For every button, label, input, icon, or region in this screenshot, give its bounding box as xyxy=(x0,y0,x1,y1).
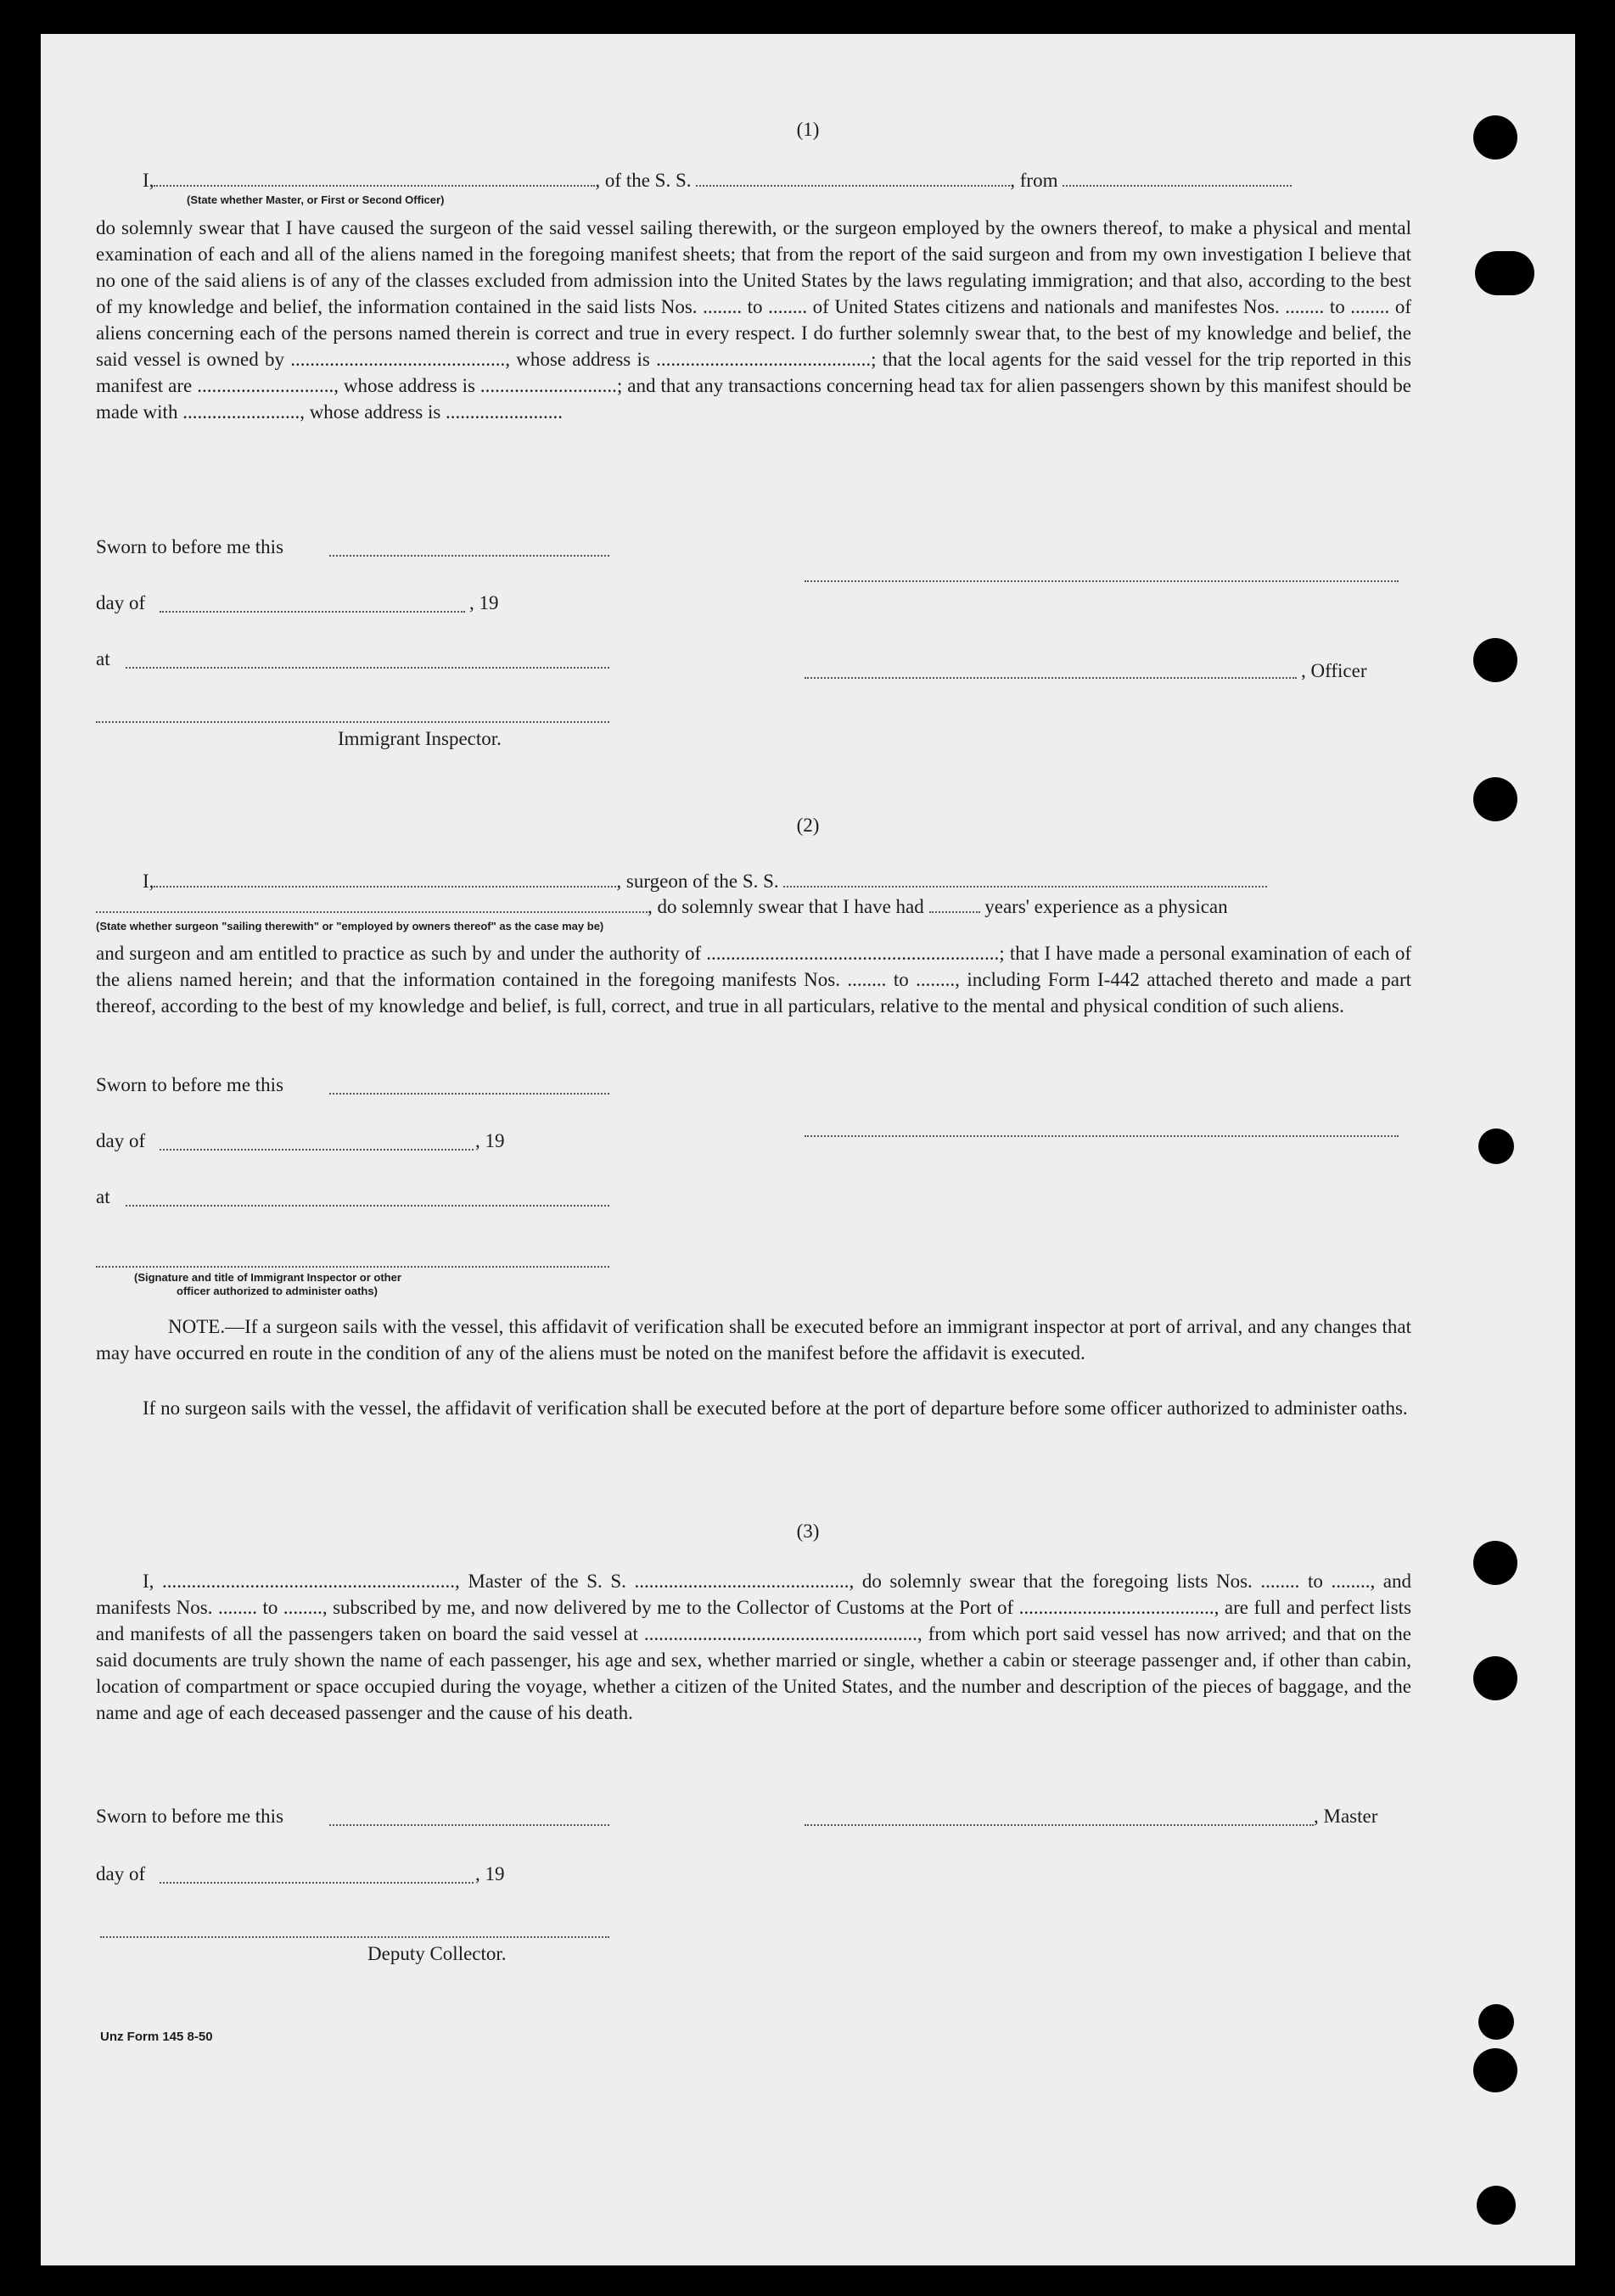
label-years: years' experience as a physican xyxy=(984,896,1228,917)
section-number: (3) xyxy=(796,1520,820,1542)
label-i: I, xyxy=(143,871,154,892)
officer-signature-field-2[interactable] xyxy=(805,675,1297,679)
sworn-label: Sworn to before me this xyxy=(96,1074,284,1095)
form-number: Unz Form 145 8-50 xyxy=(100,2030,213,2044)
punch-hole xyxy=(1473,638,1517,682)
inspector-signature-field[interactable] xyxy=(96,720,609,723)
surgeon-paragraph: and surgeon and am entitled to practice as such by and under the authority of ............................................................; that I have made a personal examination of each of the aliens named herein; and that the information contained in the foregoing manifests Nos. ........ to ........, including Form I-442 attached thereto and made a part thereof, according to the best of my knowledge and belief, is full, correct, and true in all particulars, relative to the mental and physical condition of such aliens. xyxy=(96,943,1411,1016)
at-label: at xyxy=(96,648,110,669)
officer-signature-field-1[interactable] xyxy=(805,579,1399,582)
at-location-field[interactable] xyxy=(126,665,609,669)
label-from: , from xyxy=(1010,170,1058,191)
line-1 xyxy=(143,869,1267,893)
collector-label: Deputy Collector. xyxy=(367,1943,507,1964)
sworn-label: Sworn to before me this xyxy=(96,1806,284,1827)
vessel-name-field[interactable] xyxy=(783,869,1267,888)
day-of-label: day of xyxy=(96,1863,146,1884)
day-field[interactable] xyxy=(160,1880,474,1884)
sworn-label: Sworn to before me this xyxy=(96,536,284,557)
punch-hole xyxy=(1473,2048,1517,2092)
at-location-field[interactable] xyxy=(126,1203,609,1207)
note-paragraph-1: NOTE.—If a surgeon sails with the vessel, this affidavit of verification shall be executed before an immigrant inspector at port of arrival, and any changes that may have occurred en route in the condition of any of the aliens must be noted on the manifest before the affidavit is executed. xyxy=(96,1316,1411,1364)
section-number: (2) xyxy=(796,815,820,836)
year-label: , 19 xyxy=(475,1130,505,1151)
master-signature-field[interactable] xyxy=(805,1823,1314,1826)
label-i: I, xyxy=(143,170,154,191)
sworn-date-field[interactable] xyxy=(329,1823,609,1826)
inspector-label: Immigrant Inspector. xyxy=(338,728,502,749)
punch-hole xyxy=(1477,2186,1516,2225)
vessel-name-field[interactable] xyxy=(696,168,1010,187)
label-surgeon-of-ss: , surgeon of the S. S. xyxy=(616,871,779,892)
year-label: , 19 xyxy=(475,1863,505,1884)
sworn-date-field[interactable] xyxy=(329,553,609,557)
punch-hole xyxy=(1473,1541,1517,1585)
line-2 xyxy=(96,894,1228,918)
label-swear: , do solemnly swear that I have had xyxy=(648,896,924,917)
punch-hole xyxy=(1478,1128,1514,1164)
section-number: (1) xyxy=(796,119,820,140)
signature-note-2: officer authorized to administer oaths) xyxy=(177,1285,378,1297)
officer-name-field[interactable] xyxy=(154,168,595,187)
label-of-ss: , of the S. S. xyxy=(595,170,692,191)
day-of-label: day of xyxy=(96,1130,146,1151)
punch-hole xyxy=(1478,2004,1514,2040)
collector-signature-field[interactable] xyxy=(100,1935,609,1938)
inspector-signature-field[interactable] xyxy=(96,1264,609,1268)
officer-label: , Officer xyxy=(1301,660,1367,681)
master-label: , Master xyxy=(1314,1806,1378,1827)
master-paragraph: I, ............................................................, Master of the S. S. ............................................, do solemnly swear that the foregoing lists Nos. ........ to ........, and manifests Nos. ........ to ........, subscribed by me, and now delivered by me to the Collector of Customs at the Port of ........................................, are full and perfect lists and manifests of all the passengers taken on board the said vessel at ........................................................, from which port said vessel has now arrived; and that on the said documents are truly shown the name of each passenger, his age and sex, whether married or single, whether a cabin or steerage passenger and, if other than cabin, location of compartment or space occupied during the voyage, whether a citizen of the United States, and the number and description of the pieces of baggage, and the name and age of each deceased passenger and the cause of his death. xyxy=(96,1571,1411,1723)
officer-rank-note: (State whether Master, or First or Second Officer) xyxy=(187,193,445,206)
punch-hole xyxy=(1475,251,1534,295)
from-port-field[interactable] xyxy=(1063,168,1292,187)
form-page xyxy=(41,34,1575,2265)
day-field[interactable] xyxy=(160,1147,474,1151)
year-label: , 19 xyxy=(469,592,499,613)
surgeon-name-field[interactable] xyxy=(154,869,616,888)
surgeon-signature-field[interactable] xyxy=(805,1134,1399,1137)
at-label: at xyxy=(96,1186,110,1207)
day-field[interactable] xyxy=(160,609,465,613)
punch-hole xyxy=(1473,1656,1517,1700)
years-field[interactable] xyxy=(929,894,980,913)
oath-paragraph: do solemnly swear that I have caused the surgeon of the said vessel sailing therewith, or the surgeon employed by the owners thereof, to make a physical and mental examination of each and all of the aliens named in the foregoing manifest sheets; that from the report of the said surgeon and from my own investigation I believe that no one of the said aliens is of any of the classes excluded from admission into the United States by the laws regulating immigration; and that also, according to the best of my knowledge and belief, the information contained in the said lists Nos. ........ to ........ of United States citizens and nationals and manifestes Nos. ........ to ........ of aliens concerning each of the persons named therein is correct and true in every respect. I do further solemnly swear that, to the best of my knowledge and belief, the said vessel is owned by ............................................, whose address is ............................................; that the local agents for the said vessel for the trip reported in this manifest are ............................, whose address is ............................; and that any transactions concerning head tax for alien passengers shown by this manifest should be made with ........................, whose address is ........................ xyxy=(96,217,1411,423)
signature-note-1: (Signature and title of Immigrant Inspector or other xyxy=(134,1271,401,1284)
note-paragraph-2: If no surgeon sails with the vessel, the affidavit of verification shall be executed before at the port of departure before some officer authorized to administer oaths. xyxy=(143,1397,1408,1419)
day-of-label: day of xyxy=(96,592,146,613)
surgeon-type-field[interactable] xyxy=(96,894,648,913)
surgeon-type-note: (State whether surgeon "sailing therewith" or "employed by owners thereof" as the case may be) xyxy=(96,920,604,932)
line-1 xyxy=(143,168,1292,192)
sworn-date-field[interactable] xyxy=(329,1091,609,1095)
